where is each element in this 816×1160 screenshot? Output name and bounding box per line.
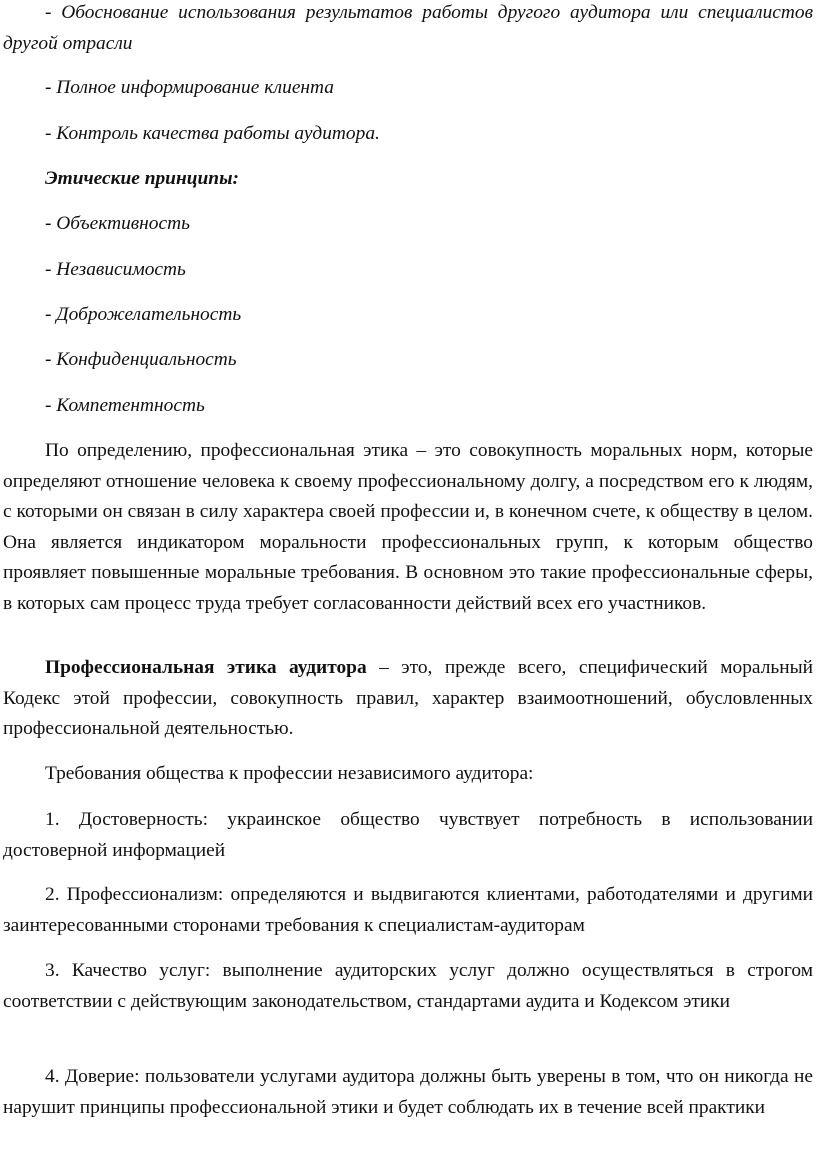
ethics-item-competence: - Компетентность (45, 395, 205, 416)
list-item-quality-control: - Контроль качества работы аудитора. (45, 123, 380, 144)
auditor-ethics-paragraph (3, 653, 813, 745)
list-item-client-info: - Полное информирование клиента (45, 77, 334, 98)
definition-paragraph: По определению, профессиональная этика – это совокупность моральных норм, которые определяют отношение человека к своему профессиональному долгу, а посредством его к людям, с которыми он связан в силу характера своей профессии и, в конечном счете, к обществу в целом. Она является индикатором моральности профессиональных групп, к которым общество проявляет повышенные моральные требования. В основном это такие профессиональные сферы, в которых сам процесс труда требует согласованности действий всех его участников. (3, 440, 813, 614)
list-item-justification: - Обоснование использования результатов работы другого аудитора или специалистов другой отрасли (3, 2, 813, 54)
auditor-ethics-text: – это, прежде всего, специфический моральный Кодекс этой профессии, совокупность правил, характер взаимоотношений, обусловленных профессиональной деятельностью. (3, 657, 813, 739)
requirement-service-quality: 3. Качество услуг: выполнение аудиторских услуг должно осуществляться в строгом соответствии с действующим законодательством, стандартами аудита и Кодексом этики (3, 960, 813, 1012)
ethics-item-objectivity: - Объективность (45, 213, 190, 234)
ethics-item-goodwill: - Доброжелательность (45, 304, 242, 325)
auditor-ethics-term: Профессиональная этика аудитора (45, 657, 367, 678)
requirement-professionalism: 2. Профессионализм: определяются и выдвигаются клиентами, работодателями и другими заинтересованными сторонами требования к специалистам-аудиторам (3, 884, 813, 936)
ethics-heading: Этические принципы: (45, 168, 239, 189)
requirement-trust: 4. Доверие: пользователи услугами аудитора должны быть уверены в том, что он никогда не нарушит принципы профессиональной этики и будет соблюдать их в течение всей практики (3, 1066, 813, 1118)
ethics-item-independence: - Независимость (45, 259, 186, 280)
requirements-intro: Требования общества к профессии независимого аудитора: (45, 763, 534, 784)
requirement-reliability: 1. Достоверность: украинское общество чувствует потребность в использовании достоверной информацией (3, 809, 813, 861)
ethics-item-confidentiality: - Конфиденциальность (45, 349, 237, 370)
